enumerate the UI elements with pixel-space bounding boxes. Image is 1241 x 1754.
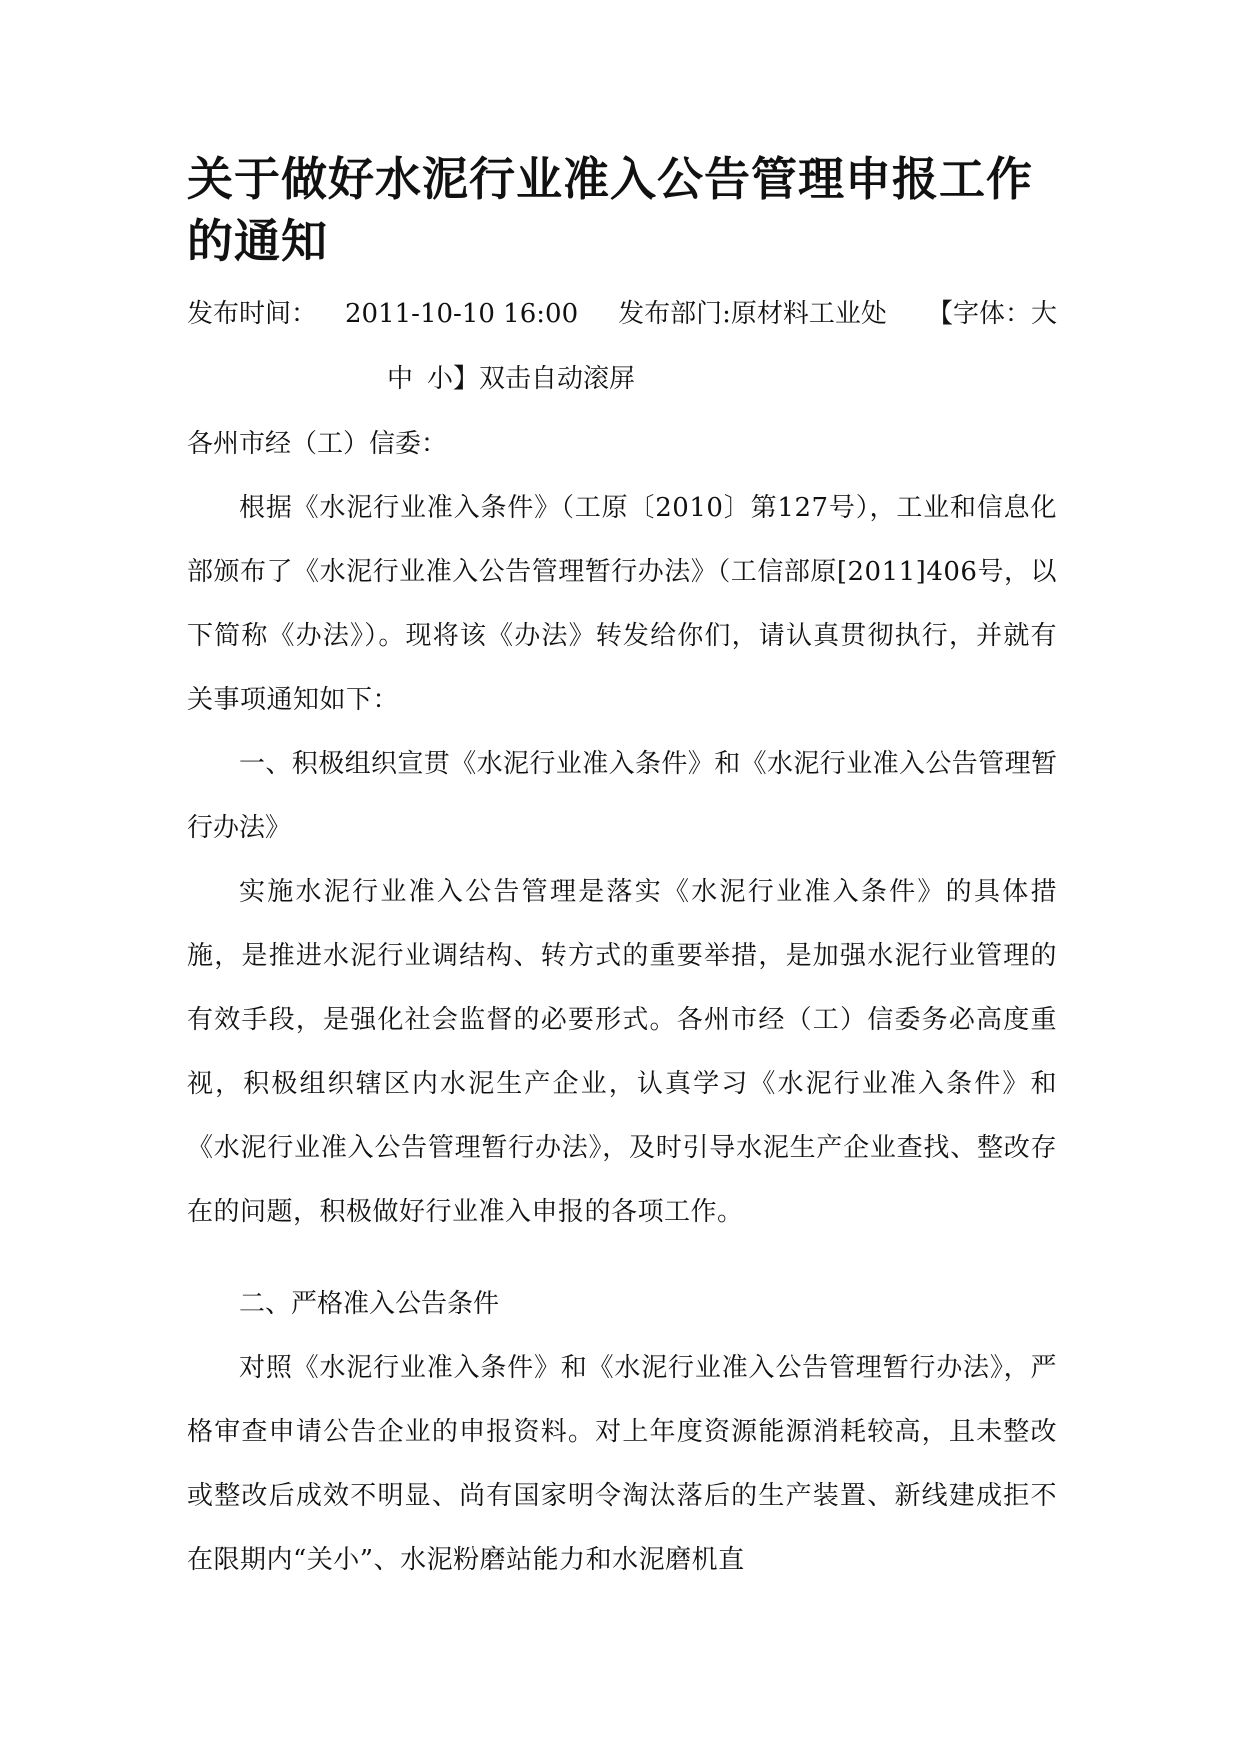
paragraph-section-2: 对照《水泥行业准入条件》和《水泥行业准入公告管理暂行办法》，严格审查申请公告企业的申报资料。对上年度资源能源消耗较高，且未整改或整改后成效不明显、尚有国家明令淘汰落后的生产装置、新线建成拒不在限期内“关小”、水泥粉磨站能力和水泥磨机直 [187, 1353, 1057, 1575]
document-title: 关于做好水泥行业准入公告管理申报工作的通知 [187, 152, 1033, 268]
section-heading-2: 二、严格准入公告条件 [239, 1289, 500, 1319]
font-size-control-medium[interactable]: 中 [387, 364, 414, 394]
section-heading-1: 一、积极组织宣贯《水泥行业准入条件》和《水泥行业准入公告管理暂行办法》 [187, 749, 1057, 843]
publish-time [187, 282, 578, 347]
font-size-control-small-autoscroll[interactable]: 小】双击自动滚屏 [427, 364, 636, 394]
document-page [187, 148, 1057, 1592]
publish-department: 发布部门:原材料工业处 [618, 299, 887, 329]
font-size-control-large[interactable]: 【字体：大 [926, 299, 1057, 329]
paragraph-intro: 根据《水泥行业准入条件》（工原〔2010〕第127号），工业和信息化部颁布了《水泥行业准入公告管理暂行办法》（工信部原[2011]406号，以下简称《办法》）。现将该《办法》转发给你们，请认真贯彻执行，并就有关事项通知如下： [187, 493, 1057, 715]
publish-time-value: 2011-10-10 16:00 [345, 299, 579, 329]
paragraph-section-1: 实施水泥行业准入公告管理是落实《水泥行业准入条件》的具体措施，是推进水泥行业调结构、转方式的重要举措，是加强水泥行业管理的有效手段，是强化社会监督的必要形式。各州市经（工）信委务必高度重视，积极组织辖区内水泥生产企业，认真学习《水泥行业准入条件》和《水泥行业准入公告管理暂行办法》，及时引导水泥生产企业查找、整改存在的问题，积极做好行业准入申报的各项工作。 [187, 877, 1057, 1227]
publish-time-label: 发布时间： [187, 299, 318, 329]
document-meta [187, 282, 1057, 412]
meta-line-1 [187, 282, 1057, 347]
meta-line-2 [187, 347, 1057, 412]
salutation: 各州市经（工）信委： [187, 429, 448, 459]
paragraph-gap [187, 1244, 1057, 1272]
